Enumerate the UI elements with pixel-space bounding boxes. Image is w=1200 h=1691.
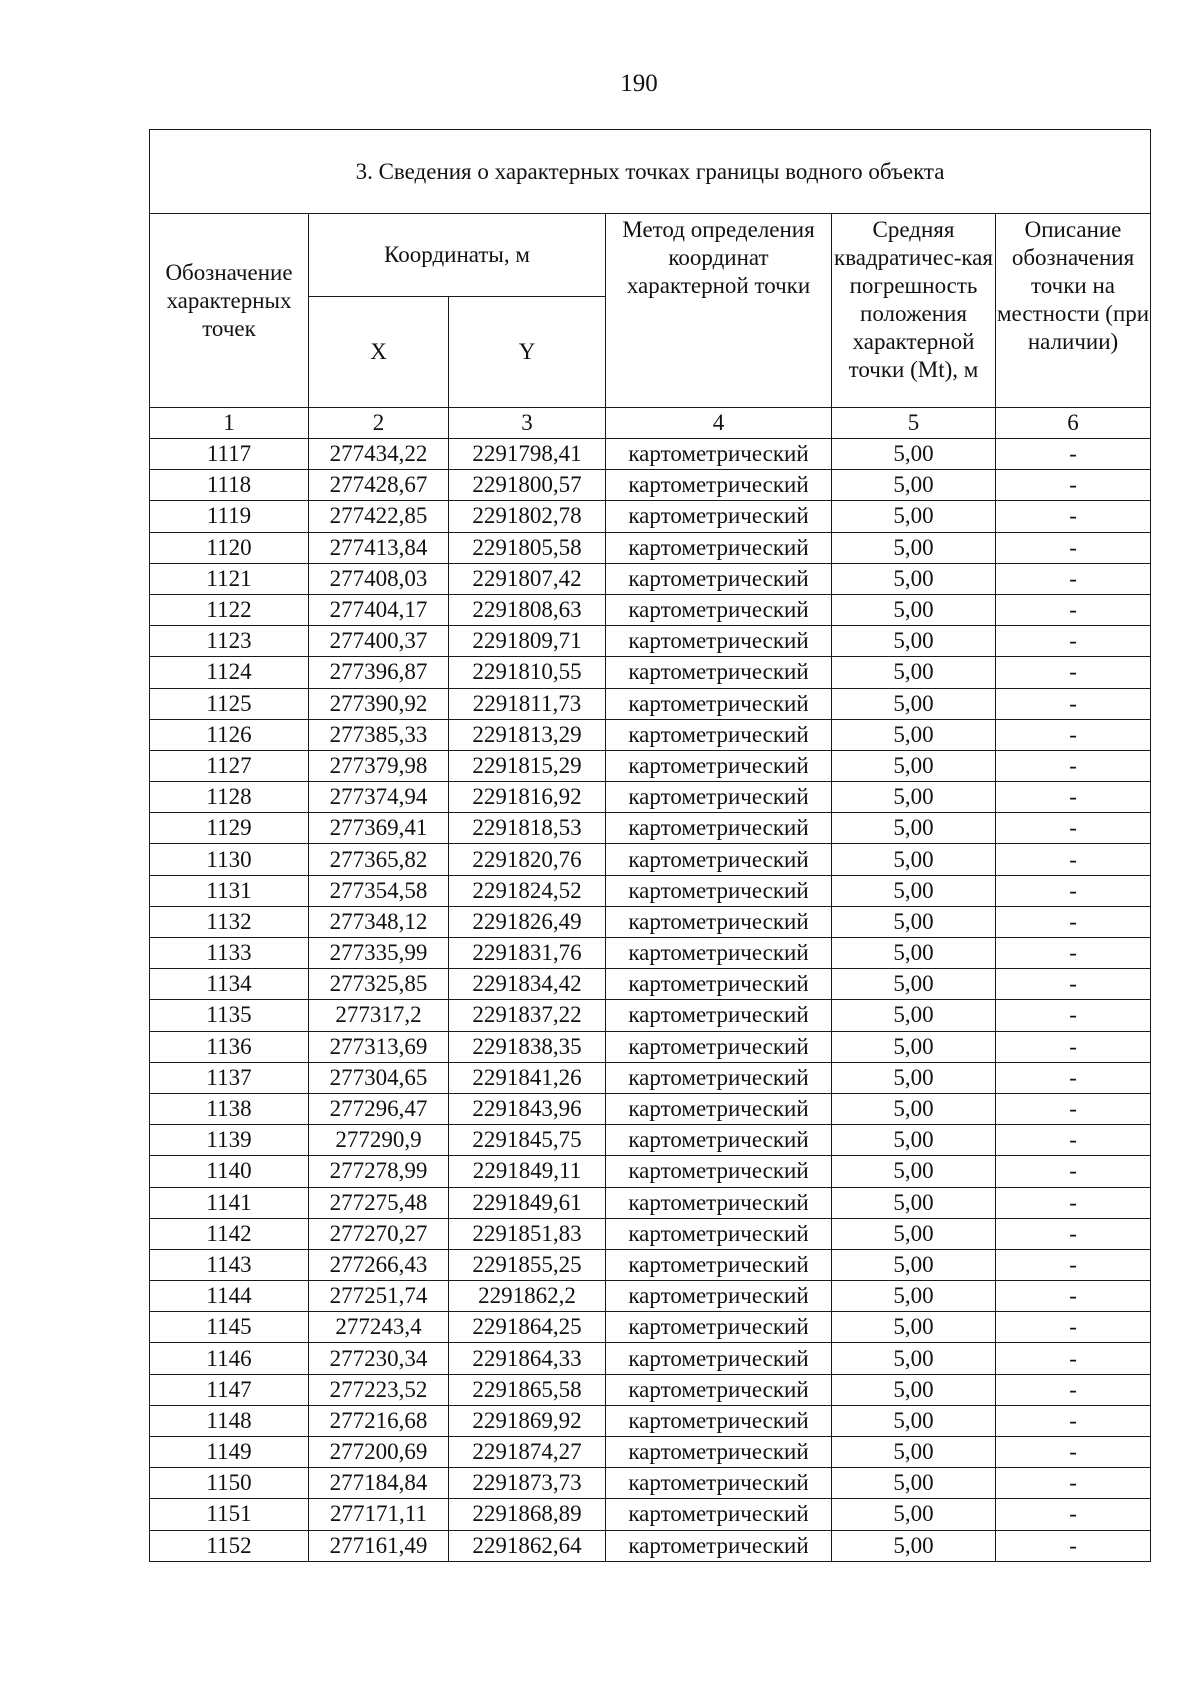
cell-description: - [996, 938, 1151, 969]
cell-y: 2291815,29 [449, 750, 606, 781]
cell-y: 2291868,89 [449, 1499, 606, 1530]
cell-x: 277317,2 [309, 1000, 449, 1031]
table-row [150, 1125, 1151, 1156]
cell-x: 277230,34 [309, 1343, 449, 1374]
cell-error: 5,00 [832, 1343, 996, 1374]
cell-y: 2291849,61 [449, 1187, 606, 1218]
cell-description: - [996, 1249, 1151, 1280]
cell-description: - [996, 1062, 1151, 1093]
cell-x: 277396,87 [309, 657, 449, 688]
cell-point-id: 1141 [150, 1187, 309, 1218]
cell-method: картометрический [606, 563, 832, 594]
header-y: Y [449, 297, 606, 408]
cell-x: 277354,58 [309, 875, 449, 906]
cell-description: - [996, 1499, 1151, 1530]
cell-error: 5,00 [832, 563, 996, 594]
cell-point-id: 1131 [150, 875, 309, 906]
cell-y: 2291810,55 [449, 657, 606, 688]
cell-description: - [996, 532, 1151, 563]
cell-description: - [996, 969, 1151, 1000]
cell-x: 277379,98 [309, 750, 449, 781]
cell-description: - [996, 813, 1151, 844]
cell-method: картометрический [606, 1374, 832, 1405]
cell-x: 277404,17 [309, 594, 449, 625]
cell-description: - [996, 1468, 1151, 1499]
cell-error: 5,00 [832, 1156, 996, 1187]
cell-point-id: 1145 [150, 1312, 309, 1343]
cell-error: 5,00 [832, 782, 996, 813]
cell-method: картометрический [606, 875, 832, 906]
cell-error: 5,00 [832, 1499, 996, 1530]
cell-method: картометрический [606, 1062, 832, 1093]
cell-method: картометрический [606, 1187, 832, 1218]
cell-error: 5,00 [832, 750, 996, 781]
cell-method: картометрический [606, 906, 832, 937]
cell-point-id: 1126 [150, 719, 309, 750]
cell-y: 2291873,73 [449, 1468, 606, 1499]
cell-y: 2291837,22 [449, 1000, 606, 1031]
table-row [150, 875, 1151, 906]
cell-description: - [996, 844, 1151, 875]
cell-description: - [996, 1000, 1151, 1031]
cell-description: - [996, 719, 1151, 750]
cell-point-id: 1146 [150, 1343, 309, 1374]
cell-point-id: 1149 [150, 1437, 309, 1468]
cell-description: - [996, 501, 1151, 532]
cell-error: 5,00 [832, 657, 996, 688]
table-row [150, 1374, 1151, 1405]
table-row [150, 1530, 1151, 1561]
cell-point-id: 1130 [150, 844, 309, 875]
cell-description: - [996, 1156, 1151, 1187]
cell-error: 5,00 [832, 1125, 996, 1156]
cell-point-id: 1147 [150, 1374, 309, 1405]
cell-y: 2291831,76 [449, 938, 606, 969]
table-row [150, 563, 1151, 594]
cell-point-id: 1124 [150, 657, 309, 688]
cell-point-id: 1148 [150, 1405, 309, 1436]
cell-method: картометрический [606, 1312, 832, 1343]
cell-method: картометрический [606, 1437, 832, 1468]
table-row [150, 844, 1151, 875]
cell-description: - [996, 1437, 1151, 1468]
cell-point-id: 1135 [150, 1000, 309, 1031]
cell-y: 2291805,58 [449, 532, 606, 563]
cell-error: 5,00 [832, 938, 996, 969]
cell-error: 5,00 [832, 1405, 996, 1436]
cell-error: 5,00 [832, 1374, 996, 1405]
table-row [150, 1499, 1151, 1530]
cell-y: 2291864,25 [449, 1312, 606, 1343]
cell-x: 277278,99 [309, 1156, 449, 1187]
cell-description: - [996, 1218, 1151, 1249]
cell-x: 277400,37 [309, 626, 449, 657]
cell-description: - [996, 657, 1151, 688]
cell-y: 2291813,29 [449, 719, 606, 750]
cell-error: 5,00 [832, 1468, 996, 1499]
header-x: X [309, 297, 449, 408]
cell-description: - [996, 594, 1151, 625]
cell-point-id: 1121 [150, 563, 309, 594]
cell-error: 5,00 [832, 1031, 996, 1062]
cell-point-id: 1138 [150, 1093, 309, 1124]
cell-x: 277408,03 [309, 563, 449, 594]
cell-method: картометрический [606, 1468, 832, 1499]
cell-x: 277290,9 [309, 1125, 449, 1156]
cell-y: 2291800,57 [449, 470, 606, 501]
cell-x: 277223,52 [309, 1374, 449, 1405]
column-number: 2 [309, 408, 449, 439]
table-row [150, 626, 1151, 657]
table-row [150, 1000, 1151, 1031]
cell-description: - [996, 563, 1151, 594]
cell-method: картометрический [606, 1093, 832, 1124]
cell-error: 5,00 [832, 594, 996, 625]
header-row-upper [150, 214, 1151, 297]
cell-method: картометрический [606, 1249, 832, 1280]
cell-description: - [996, 470, 1151, 501]
column-number: 4 [606, 408, 832, 439]
cell-x: 277413,84 [309, 532, 449, 563]
cell-error: 5,00 [832, 1000, 996, 1031]
cell-error: 5,00 [832, 1312, 996, 1343]
cell-point-id: 1142 [150, 1218, 309, 1249]
cell-error: 5,00 [832, 969, 996, 1000]
cell-y: 2291845,75 [449, 1125, 606, 1156]
cell-x: 277251,74 [309, 1281, 449, 1312]
table-row [150, 688, 1151, 719]
cell-method: картометрический [606, 501, 832, 532]
header-method: Метод определения координат характерной точки [606, 214, 832, 408]
column-number: 3 [449, 408, 606, 439]
cell-x: 277348,12 [309, 906, 449, 937]
cell-method: картометрический [606, 1031, 832, 1062]
table-title-row [150, 130, 1151, 214]
cell-x: 277385,33 [309, 719, 449, 750]
cell-y: 2291869,92 [449, 1405, 606, 1436]
cell-description: - [996, 1281, 1151, 1312]
cell-point-id: 1125 [150, 688, 309, 719]
cell-y: 2291834,42 [449, 969, 606, 1000]
table-row [150, 1218, 1151, 1249]
cell-y: 2291816,92 [449, 782, 606, 813]
cell-x: 277243,4 [309, 1312, 449, 1343]
cell-x: 277296,47 [309, 1093, 449, 1124]
cell-error: 5,00 [832, 470, 996, 501]
table-row [150, 1031, 1151, 1062]
cell-x: 277313,69 [309, 1031, 449, 1062]
cell-error: 5,00 [832, 626, 996, 657]
cell-description: - [996, 439, 1151, 470]
table-row [150, 1093, 1151, 1124]
cell-point-id: 1140 [150, 1156, 309, 1187]
cell-error: 5,00 [832, 719, 996, 750]
table-row [150, 532, 1151, 563]
table-row [150, 1468, 1151, 1499]
cell-x: 277270,27 [309, 1218, 449, 1249]
cell-x: 277335,99 [309, 938, 449, 969]
cell-error: 5,00 [832, 501, 996, 532]
cell-point-id: 1152 [150, 1530, 309, 1561]
cell-x: 277304,65 [309, 1062, 449, 1093]
cell-point-id: 1134 [150, 969, 309, 1000]
cell-x: 277161,49 [309, 1530, 449, 1561]
cell-x: 277184,84 [309, 1468, 449, 1499]
cell-point-id: 1127 [150, 750, 309, 781]
cell-error: 5,00 [832, 1093, 996, 1124]
cell-description: - [996, 1312, 1151, 1343]
cell-method: картометрический [606, 750, 832, 781]
table-row [150, 1437, 1151, 1468]
cell-method: картометрический [606, 969, 832, 1000]
cell-point-id: 1136 [150, 1031, 309, 1062]
cell-description: - [996, 782, 1151, 813]
cell-description: - [996, 1530, 1151, 1561]
cell-y: 2291841,26 [449, 1062, 606, 1093]
cell-description: - [996, 1374, 1151, 1405]
cell-y: 2291826,49 [449, 906, 606, 937]
cell-method: картометрический [606, 1499, 832, 1530]
column-number-row [150, 408, 1151, 439]
cell-method: картометрический [606, 782, 832, 813]
cell-y: 2291862,64 [449, 1530, 606, 1561]
cell-point-id: 1133 [150, 938, 309, 969]
table-row [150, 594, 1151, 625]
cell-method: картометрический [606, 1218, 832, 1249]
cell-error: 5,00 [832, 439, 996, 470]
cell-method: картометрический [606, 1530, 832, 1561]
table-row [150, 1405, 1151, 1436]
cell-x: 277171,11 [309, 1499, 449, 1530]
header-point-label: Обозначение характерных точек [150, 214, 309, 408]
cell-method: картометрический [606, 844, 832, 875]
table-row [150, 1281, 1151, 1312]
cell-description: - [996, 1093, 1151, 1124]
table-row [150, 501, 1151, 532]
cell-x: 277422,85 [309, 501, 449, 532]
cell-y: 2291874,27 [449, 1437, 606, 1468]
header-error: Средняя квадратичес-кая погрешность положения характерной точки (Mt), м [832, 214, 996, 408]
cell-error: 5,00 [832, 532, 996, 563]
cell-y: 2291862,2 [449, 1281, 606, 1312]
cell-y: 2291798,41 [449, 439, 606, 470]
cell-method: картометрический [606, 938, 832, 969]
cell-method: картометрический [606, 657, 832, 688]
column-number: 1 [150, 408, 309, 439]
table-row [150, 719, 1151, 750]
cell-point-id: 1122 [150, 594, 309, 625]
cell-error: 5,00 [832, 844, 996, 875]
column-number: 5 [832, 408, 996, 439]
table-row [150, 969, 1151, 1000]
cell-y: 2291809,71 [449, 626, 606, 657]
cell-point-id: 1117 [150, 439, 309, 470]
cell-description: - [996, 1031, 1151, 1062]
cell-x: 277275,48 [309, 1187, 449, 1218]
cell-description: - [996, 906, 1151, 937]
cell-x: 277390,92 [309, 688, 449, 719]
header-coordinates: Координаты, м [309, 214, 606, 297]
cell-point-id: 1150 [150, 1468, 309, 1499]
cell-error: 5,00 [832, 906, 996, 937]
table-row [150, 657, 1151, 688]
cell-error: 5,00 [832, 875, 996, 906]
table-row [150, 1249, 1151, 1280]
cell-x: 277369,41 [309, 813, 449, 844]
table-row [150, 1156, 1151, 1187]
cell-error: 5,00 [832, 1062, 996, 1093]
cell-method: картометрический [606, 1405, 832, 1436]
cell-point-id: 1128 [150, 782, 309, 813]
cell-description: - [996, 688, 1151, 719]
cell-description: - [996, 750, 1151, 781]
cell-x: 277200,69 [309, 1437, 449, 1468]
boundary-points-table [149, 129, 1151, 1562]
cell-y: 2291808,63 [449, 594, 606, 625]
cell-y: 2291849,11 [449, 1156, 606, 1187]
cell-y: 2291807,42 [449, 563, 606, 594]
cell-method: картометрический [606, 1156, 832, 1187]
cell-error: 5,00 [832, 688, 996, 719]
header-description: Описание обозначения точки на местности (при наличии) [996, 214, 1151, 408]
cell-description: - [996, 626, 1151, 657]
cell-point-id: 1144 [150, 1281, 309, 1312]
cell-y: 2291851,83 [449, 1218, 606, 1249]
cell-error: 5,00 [832, 813, 996, 844]
cell-x: 277325,85 [309, 969, 449, 1000]
cell-description: - [996, 1125, 1151, 1156]
cell-error: 5,00 [832, 1187, 996, 1218]
table-row [150, 1312, 1151, 1343]
cell-x: 277374,94 [309, 782, 449, 813]
cell-point-id: 1119 [150, 501, 309, 532]
table-row [150, 938, 1151, 969]
cell-y: 2291820,76 [449, 844, 606, 875]
cell-y: 2291811,73 [449, 688, 606, 719]
cell-method: картометрический [606, 1343, 832, 1374]
cell-method: картометрический [606, 470, 832, 501]
cell-y: 2291865,58 [449, 1374, 606, 1405]
cell-method: картометрический [606, 1000, 832, 1031]
table-row [150, 782, 1151, 813]
page-number: 190 [620, 70, 658, 97]
cell-point-id: 1123 [150, 626, 309, 657]
table-row [150, 1187, 1151, 1218]
cell-method: картометрический [606, 1281, 832, 1312]
cell-y: 2291824,52 [449, 875, 606, 906]
cell-point-id: 1132 [150, 906, 309, 937]
cell-point-id: 1118 [150, 470, 309, 501]
cell-error: 5,00 [832, 1218, 996, 1249]
cell-error: 5,00 [832, 1249, 996, 1280]
cell-description: - [996, 875, 1151, 906]
cell-x: 277428,67 [309, 470, 449, 501]
cell-point-id: 1143 [150, 1249, 309, 1280]
table-row [150, 813, 1151, 844]
cell-method: картометрический [606, 688, 832, 719]
cell-error: 5,00 [832, 1530, 996, 1561]
cell-y: 2291838,35 [449, 1031, 606, 1062]
cell-error: 5,00 [832, 1281, 996, 1312]
cell-method: картометрический [606, 626, 832, 657]
cell-x: 277365,82 [309, 844, 449, 875]
table-row [150, 439, 1151, 470]
cell-y: 2291843,96 [449, 1093, 606, 1124]
cell-x: 277266,43 [309, 1249, 449, 1280]
cell-description: - [996, 1187, 1151, 1218]
cell-point-id: 1151 [150, 1499, 309, 1530]
table-row [150, 750, 1151, 781]
cell-y: 2291818,53 [449, 813, 606, 844]
cell-y: 2291855,25 [449, 1249, 606, 1280]
cell-method: картометрический [606, 813, 832, 844]
table-row [150, 1062, 1151, 1093]
table-row [150, 906, 1151, 937]
table-title: 3. Сведения о характерных точках границы водного объекта [150, 130, 1151, 214]
cell-point-id: 1129 [150, 813, 309, 844]
cell-x: 277434,22 [309, 439, 449, 470]
cell-description: - [996, 1405, 1151, 1436]
cell-method: картометрический [606, 719, 832, 750]
cell-description: - [996, 1343, 1151, 1374]
cell-point-id: 1139 [150, 1125, 309, 1156]
cell-y: 2291864,33 [449, 1343, 606, 1374]
cell-point-id: 1120 [150, 532, 309, 563]
cell-x: 277216,68 [309, 1405, 449, 1436]
cell-error: 5,00 [832, 1437, 996, 1468]
cell-method: картометрический [606, 439, 832, 470]
cell-point-id: 1137 [150, 1062, 309, 1093]
column-number: 6 [996, 408, 1151, 439]
cell-method: картометрический [606, 532, 832, 563]
cell-method: картометрический [606, 1125, 832, 1156]
table-row [150, 470, 1151, 501]
cell-method: картометрический [606, 594, 832, 625]
table-row [150, 1343, 1151, 1374]
cell-y: 2291802,78 [449, 501, 606, 532]
